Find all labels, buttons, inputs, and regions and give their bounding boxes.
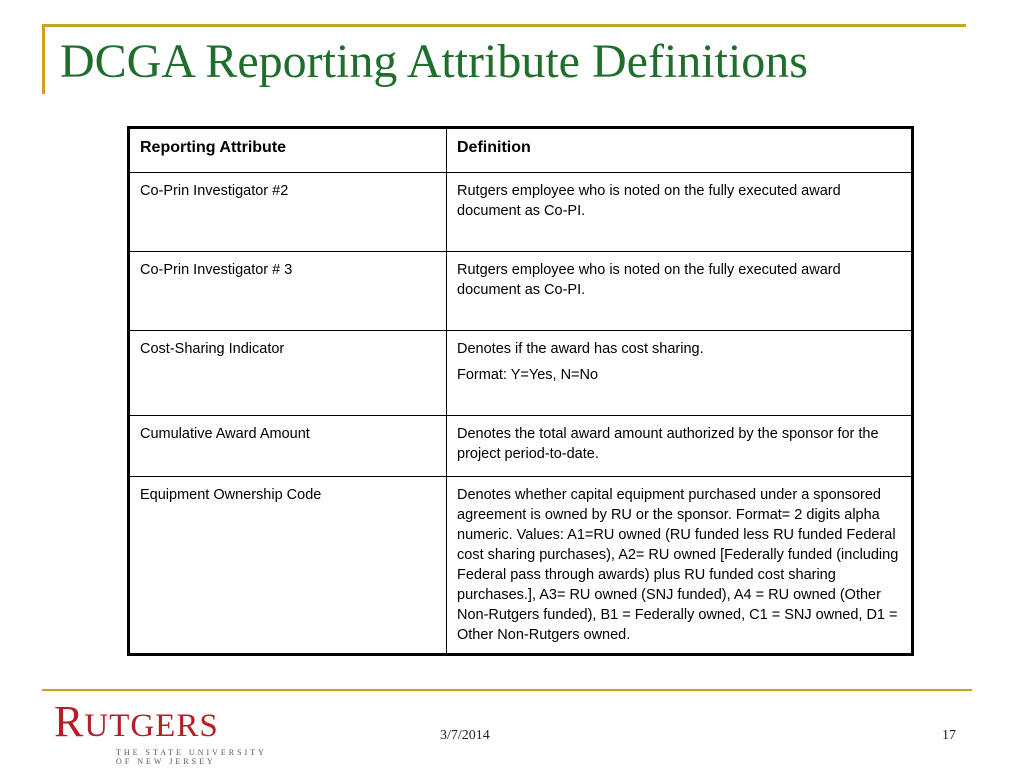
definition-format-text: Format: Y=Yes, N=No	[457, 367, 599, 383]
left-accent-rule	[42, 24, 45, 94]
page-number: 17	[942, 728, 956, 743]
attribute-cell: Co-Prin Investigator # 3	[129, 252, 447, 331]
definition-cell	[447, 331, 913, 416]
column-header-attribute: Reporting Attribute	[129, 128, 447, 173]
definition-text: Denotes the total award amount authorized by the sponsor for the project period-to-date.	[457, 426, 879, 462]
slide-date: 3/7/2014	[440, 728, 490, 743]
attribute-cell: Co-Prin Investigator #2	[129, 173, 447, 252]
definition-cell	[447, 477, 913, 655]
table-row	[129, 252, 913, 331]
definition-text: Denotes whether capital equipment purchased under a sponsored agreement is owned by RU or the sponsor. Format= 2 digits alpha numeric. Values: A1=RU owned (RU funded less RU funded Federal cost sharing purchases), A2= RU owned [Federally funded (including Federal pass through awards) plus RU funded cost sharing purchases.], A3= RU owned (SNJ funded), A4 = RU owned (Other Non-Rutgers funded), B1 = Federally owned, C1 = SNJ owned, D1 = Other Non-Rutgers owned.	[457, 487, 899, 643]
definition-text: Rutgers employee who is noted on the fully executed award document as Co-PI.	[457, 262, 841, 298]
table-header-row	[129, 128, 913, 173]
footer-rule	[42, 689, 972, 691]
column-header-definition: Definition	[447, 128, 913, 173]
logo-wordmark	[54, 697, 284, 748]
definition-cell	[447, 252, 913, 331]
definition-cell	[447, 173, 913, 252]
rutgers-logo	[54, 697, 284, 766]
definitions-table	[127, 126, 914, 656]
definition-cell	[447, 416, 913, 477]
top-accent-rule	[42, 24, 966, 27]
attribute-cell: Cumulative Award Amount	[129, 416, 447, 477]
logo-subtitle-line1: THE STATE UNIVERSITY	[116, 748, 267, 757]
logo-subtitle-line2: OF NEW JERSEY	[116, 757, 216, 766]
table-row	[129, 173, 913, 252]
page-title: DCGA Reporting Attribute Definitions	[60, 35, 808, 88]
table-row	[129, 331, 913, 416]
attribute-cell: Equipment Ownership Code	[129, 477, 447, 655]
attribute-cell: Cost-Sharing Indicator	[129, 331, 447, 416]
table-row	[129, 416, 913, 477]
logo-initial: R	[54, 697, 85, 746]
definition-text: Denotes if the award has cost sharing.	[457, 341, 704, 357]
logo-word-rest: UTGERS	[84, 708, 219, 744]
definition-text: Rutgers employee who is noted on the fully executed award document as Co-PI.	[457, 183, 841, 219]
table-row	[129, 477, 913, 655]
